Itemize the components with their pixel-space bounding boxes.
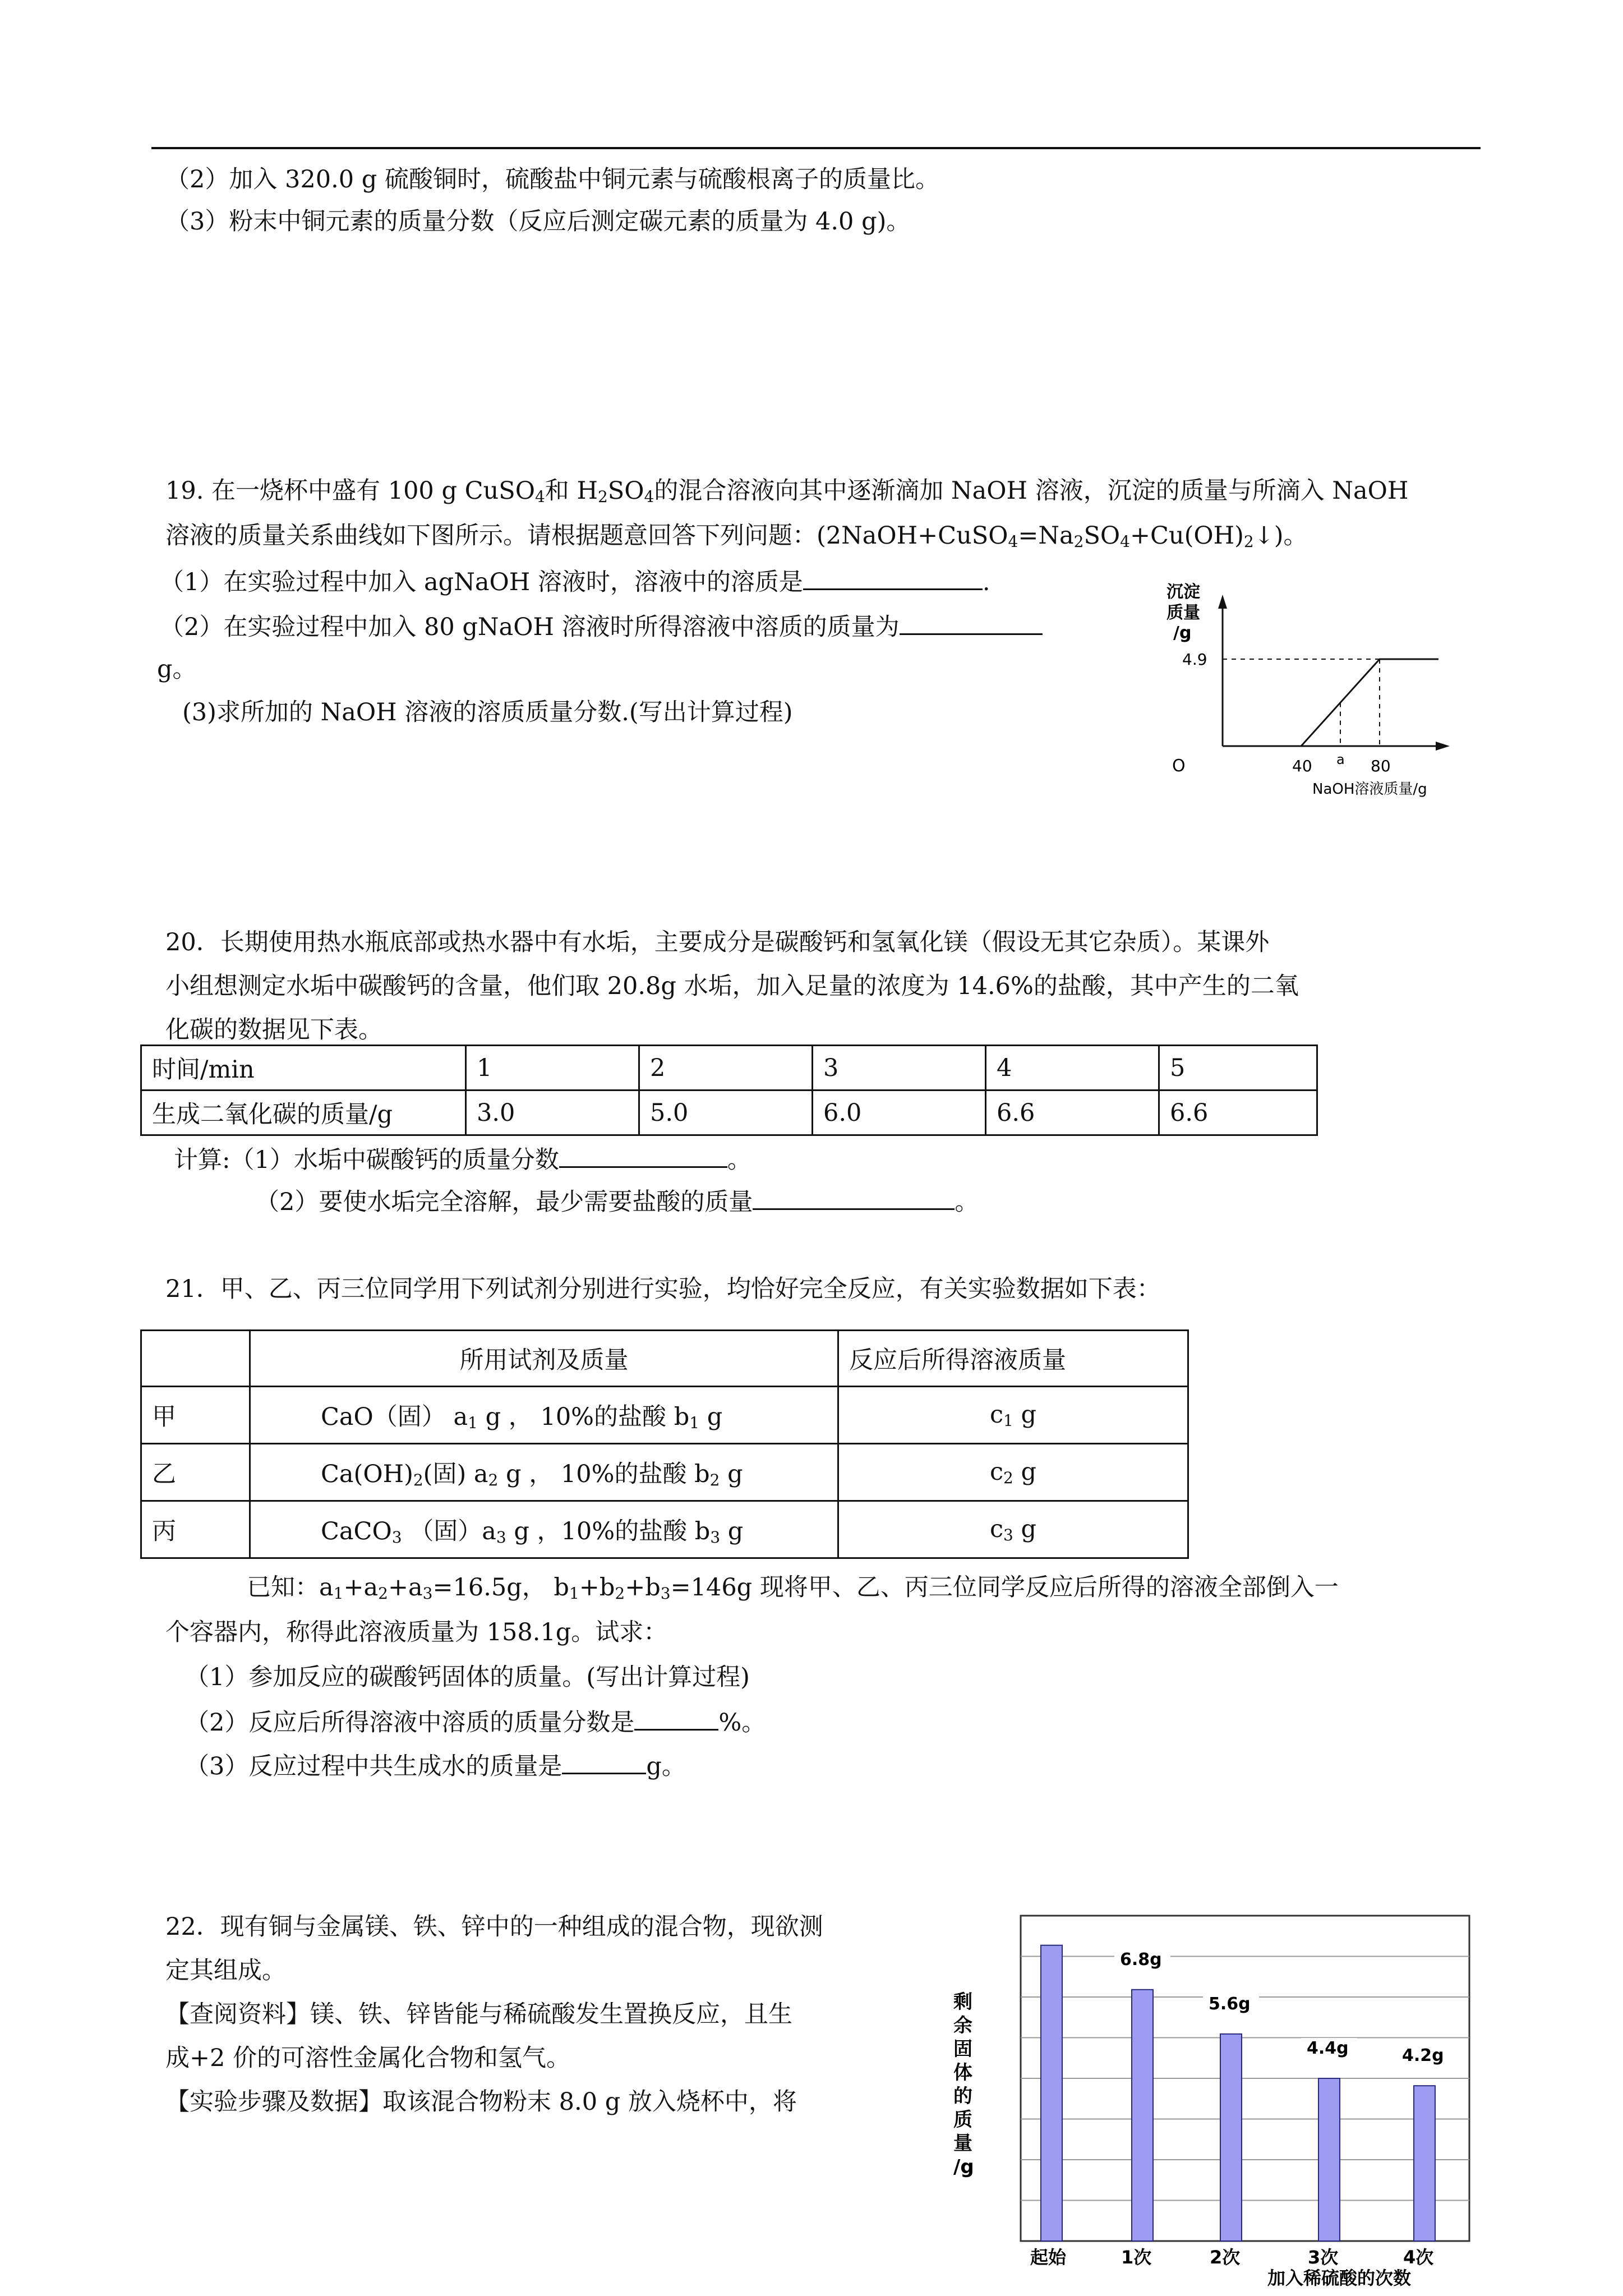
table-cell: CaCO$_3$ （固）$a_3$ g ，10%的盐酸 $b_3$ g <box>250 1501 838 1558</box>
table-cell: $Ca(OH)_2$(固) $a_2$ g ， 10%的盐酸 $b_2$ g <box>250 1444 838 1501</box>
q22-bar-chart <box>942 1907 1503 2289</box>
data-label: 6.8g <box>1120 1949 1162 1970</box>
q22-line3: 【查阅资料】镁、铁、锌皆能与稀硫酸发生置换反应，且生 <box>165 2000 792 2028</box>
bar <box>1414 2086 1435 2241</box>
precipitate-curve <box>1301 659 1438 746</box>
q20-line1: 20．长期使用热水瓶底部或热水器中有水垢，主要成分是碳酸钙和氢氧化镁（假设无其它杂质）。某课外 <box>165 928 1270 956</box>
answer-blank[interactable] <box>803 564 983 590</box>
origin-label: O <box>1172 756 1186 776</box>
ylabel-line: 质量 <box>1166 603 1200 623</box>
table-cell: 所用试剂及质量 <box>250 1331 838 1387</box>
table-row <box>141 1501 1188 1558</box>
q21-known-line2: 个容器内，称得此溶液质量为 158.1g。试求： <box>165 1618 668 1646</box>
ylabel-line: 沉淀 <box>1166 582 1200 602</box>
q21-part1: （1）参加反应的碳酸钙固体的质量。(写出计算过程) <box>185 1663 750 1691</box>
q19-part1: （1）在实验过程中加入 agNaOH 溶液时，溶液中的溶质是 . <box>160 564 990 599</box>
bar <box>1041 1945 1062 2241</box>
table-cell: $c_1$ g <box>838 1387 1188 1444</box>
x-axis-arrow <box>1436 742 1450 751</box>
q21-known: 已知：$a_1+a_2+a_3=16.5g$， $b_1+b_2+b_3=146g$ 现将甲、乙、丙三位同学反应后所得的溶液全部倒入一 <box>247 1573 1339 1603</box>
ylabel-char: 的 <box>953 2085 972 2108</box>
y-tick-4.9: 4.9 <box>1182 650 1207 669</box>
bar <box>1220 2034 1242 2241</box>
table-cell: 6.0 <box>813 1091 986 1135</box>
ylabel-char: 体 <box>953 2062 972 2084</box>
table-cell: $c_3$ g <box>838 1501 1188 1558</box>
table-cell: CaO（固） $a_1$ g ， 10%的盐酸 $b_1$ g <box>250 1387 838 1444</box>
q19-intro: 19. 在一烧杯中盛有 100 g CuSO$_4$和 $H_2SO_4$的混合溶液向其中逐渐滴加 NaOH 溶液，沉淀的质量与所滴入 NaOH <box>165 477 1409 506</box>
table-cell: 4 <box>986 1046 1159 1091</box>
q22-line5: 【实验步骤及数据】取该混合物粉末 8.0 g 放入烧杯中，将 <box>165 2088 797 2116</box>
category-labels <box>1030 2247 1433 2268</box>
q20-line3: 化碳的数据见下表。 <box>165 1016 382 1044</box>
q21-part3: （3）反应过程中共生成水的质量是 g。 <box>185 1748 686 1783</box>
answer-blank[interactable] <box>900 609 1043 635</box>
table-cell: 1 <box>466 1046 639 1091</box>
ylabel-line: /g <box>1173 623 1192 643</box>
q20-calc1: 计算:（1）水垢中碳酸钙的质量分数 。 <box>174 1142 751 1177</box>
answer-blank[interactable] <box>753 1184 955 1210</box>
table-cell <box>141 1331 250 1387</box>
ylabel-char: 余 <box>953 2014 972 2037</box>
answer-blank[interactable] <box>559 1142 727 1168</box>
category-label: 2次 <box>1210 2247 1241 2268</box>
co2-table <box>140 1045 1318 1136</box>
q18-part2: （2）加入 320.0 g 硫酸铜时，硫酸盐中铜元素与硫酸根离子的质量比。 <box>165 165 939 194</box>
table-row <box>141 1444 1188 1501</box>
table-row <box>141 1046 1317 1091</box>
q19-part2-unit: g。 <box>157 655 197 683</box>
answer-blank[interactable] <box>634 1704 718 1731</box>
table-cell: 2 <box>639 1046 813 1091</box>
table-cell: 3.0 <box>466 1091 639 1135</box>
data-label: 5.6g <box>1209 1994 1251 2014</box>
table-cell: 丙 <box>141 1501 250 1558</box>
header-rule <box>151 147 1481 149</box>
q22-line1: 22．现有铜与金属镁、铁、锌中的一种组成的混合物，现欲测 <box>165 1913 823 1941</box>
ylabel-char: 量 <box>953 2132 972 2155</box>
table-row <box>141 1091 1317 1135</box>
table-cell: 时间/min <box>141 1046 466 1091</box>
table-cell: 6.6 <box>986 1091 1159 1135</box>
q20-calc2: （2）要使水垢完全溶解，最少需要盐酸的质量 。 <box>255 1184 979 1219</box>
q19-part2: （2）在实验过程中加入 80 gNaOH 溶液时所得溶液中溶质的质量为 <box>160 609 1043 644</box>
bar <box>1132 1990 1153 2241</box>
table-cell: 5 <box>1159 1046 1317 1091</box>
q21-part2: （2）反应后所得溶液中溶质的质量分数是 %。 <box>185 1704 766 1740</box>
q19-part3: (3)求所加的 NaOH 溶液的溶质质量分数.(写出计算过程) <box>182 698 793 726</box>
q19-precipitate-chart <box>1155 578 1492 802</box>
table-cell: 乙 <box>141 1444 250 1501</box>
table-cell: 3 <box>813 1046 986 1091</box>
q20-line2: 小组想测定水垢中碳酸钙的含量，他们取 20.8g 水垢，加入足量的浓度为 14.6%的盐酸，其中产生的二氧 <box>165 972 1299 1000</box>
q18-part3: （3）粉末中铜元素的质量分数（反应后测定碳元素的质量为 4.0 g)。 <box>165 208 911 236</box>
table-cell: 6.6 <box>1159 1091 1317 1135</box>
q22-line4: 成+2 价的可溶性金属化合物和氢气。 <box>165 2044 571 2072</box>
bar <box>1318 2078 1340 2241</box>
ylabel-char: 固 <box>953 2038 972 2060</box>
chart-ylabel <box>953 1991 974 2178</box>
data-label: 4.4g <box>1307 2039 1349 2058</box>
ylabel-char: /g <box>953 2156 974 2178</box>
q19-intro-line2: 溶液的质量关系曲线如下图所示。请根据题意回答下列问题：$(2NaOH+CuSO_4=Na_2SO_4+Cu(OH)_2↓)$。 <box>165 522 1308 551</box>
table-cell: 5.0 <box>639 1091 813 1135</box>
chart-ylabel <box>1166 582 1200 643</box>
table-row <box>141 1387 1188 1444</box>
answer-blank[interactable] <box>562 1748 646 1774</box>
table-cell: 反应后所得溶液质量 <box>838 1331 1188 1387</box>
table-cell: $c_2$ g <box>838 1444 1188 1501</box>
x-tick-a: a <box>1336 752 1345 767</box>
table-cell: 生成二氧化碳的质量/g <box>141 1091 466 1135</box>
ylabel-char: 剩 <box>953 1991 972 2013</box>
q21-intro: 21．甲、乙、丙三位同学用下列试剂分别进行实验，均恰好完全反应，有关实验数据如下表： <box>165 1275 1161 1303</box>
category-label: 3次 <box>1308 2247 1339 2268</box>
category-label: 1次 <box>1121 2247 1152 2268</box>
category-label: 起始 <box>1030 2247 1067 2268</box>
x-tick-40: 40 <box>1292 757 1312 775</box>
category-label: 4次 <box>1403 2247 1434 2268</box>
x-axis-label: 加入稀硫酸的次数 <box>1267 2267 1412 2289</box>
table-cell: 甲 <box>141 1387 250 1444</box>
table-row <box>141 1331 1188 1387</box>
q22-line2: 定其组成。 <box>165 1957 286 1985</box>
x-axis-label: NaOH溶液质量/g <box>1312 781 1427 798</box>
data-label: 4.2g <box>1402 2046 1444 2066</box>
ylabel-char: 质 <box>953 2109 972 2131</box>
y-axis-arrow <box>1218 595 1227 609</box>
x-tick-80: 80 <box>1371 757 1391 775</box>
reagent-table <box>140 1329 1189 1559</box>
